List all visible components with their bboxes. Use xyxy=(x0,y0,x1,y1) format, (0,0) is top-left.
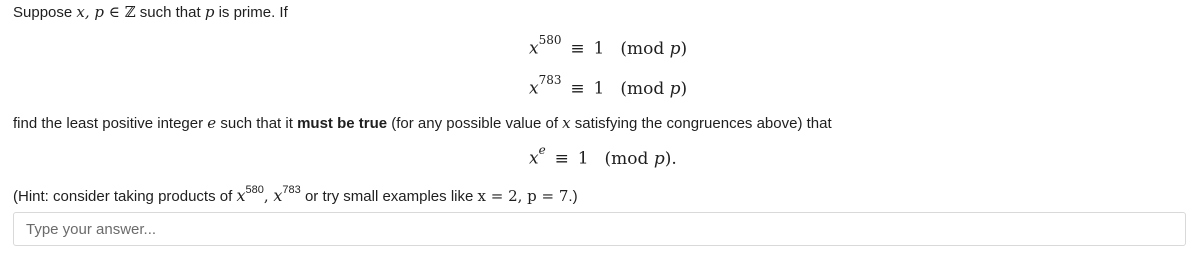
intro-set: ℤ xyxy=(124,3,136,21)
target-exponent: e xyxy=(538,143,546,157)
congruence-2-modvar: p xyxy=(669,78,681,99)
problem-intro xyxy=(13,3,288,21)
target-close: ). xyxy=(664,148,677,169)
congruence-1-rhs: 1 xyxy=(593,38,605,59)
hint-text xyxy=(13,186,578,205)
question-e: e xyxy=(207,114,217,132)
hint-x1: x xyxy=(236,186,246,205)
target-mod: (mod xyxy=(604,148,654,169)
question-x: x xyxy=(562,114,571,132)
congruence-2-rhs: 1 xyxy=(593,78,605,99)
question-part4: satisfying the congruences above) that xyxy=(570,115,832,132)
target-rhs: 1 xyxy=(577,148,589,169)
intro-vars: x, p xyxy=(76,3,104,21)
congruence-1-base: x xyxy=(529,38,539,59)
target-relation: ≡ xyxy=(554,148,569,169)
target-congruence xyxy=(529,143,677,169)
congruence-1-modvar: p xyxy=(669,38,681,59)
congruence-2-mod: (mod xyxy=(620,78,670,99)
intro-suffix: is prime. If xyxy=(214,4,288,21)
intro-prefix: Suppose xyxy=(13,4,77,21)
intro-p: p xyxy=(204,3,215,21)
target-base: x xyxy=(529,148,539,169)
congruence-1-close: ) xyxy=(680,38,688,59)
question-bold: must be true xyxy=(297,115,388,132)
hint-part2: or try small examples like xyxy=(300,188,478,205)
hint-example: x = 2, p = 7 xyxy=(477,187,569,205)
congruence-2 xyxy=(529,73,688,99)
congruence-1-exponent: 580 xyxy=(538,33,562,47)
congruence-1-mod: (mod xyxy=(620,38,670,59)
intro-mid: such that xyxy=(135,4,205,21)
question-part3: (for any possible value of xyxy=(387,115,563,132)
hint-comma: , xyxy=(263,187,274,205)
question-text xyxy=(13,114,832,132)
hint-x2: x xyxy=(273,186,283,205)
congruence-1-relation: ≡ xyxy=(570,38,585,59)
question-part2: such that it xyxy=(216,115,298,132)
congruence-2-relation: ≡ xyxy=(570,78,585,99)
congruence-2-base: x xyxy=(529,78,539,99)
congruence-1 xyxy=(529,33,688,59)
hint-part3: .) xyxy=(568,188,578,205)
target-modvar: p xyxy=(653,148,665,169)
intro-in: ∈ xyxy=(104,3,125,21)
hint-exp2: 783 xyxy=(282,184,301,196)
hint-part1: (Hint: consider taking products of xyxy=(13,188,237,205)
congruence-2-close: ) xyxy=(680,78,688,99)
answer-input[interactable] xyxy=(13,212,1186,246)
hint-exp1: 580 xyxy=(245,184,264,196)
question-part1: find the least positive integer xyxy=(13,115,208,132)
congruence-2-exponent: 783 xyxy=(538,73,562,87)
